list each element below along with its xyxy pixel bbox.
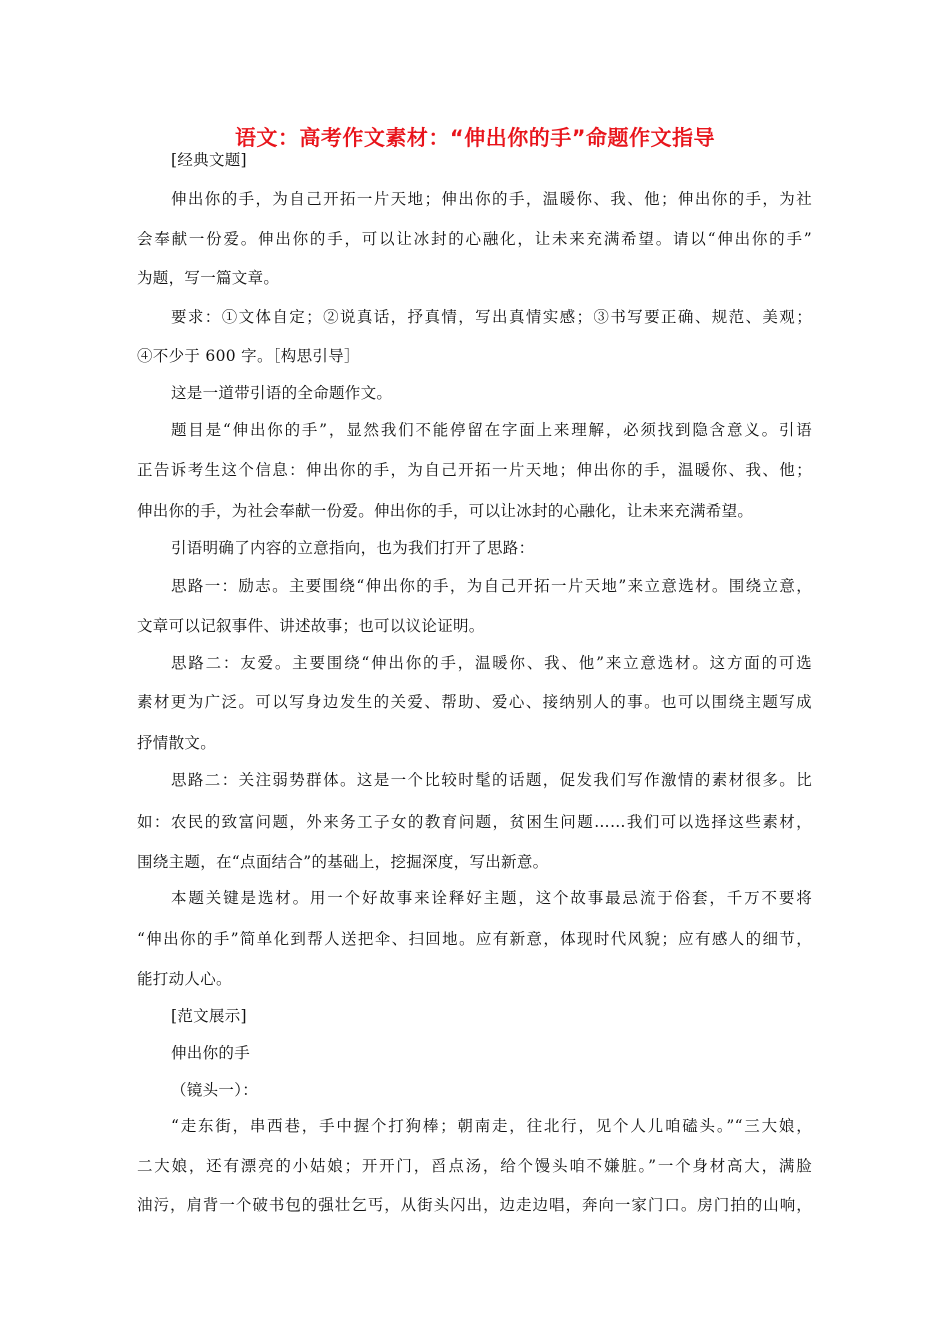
paragraph-line: 会奉献一份爱。伸出你的手，可以让冰封的心融化，让未来充满希望。请以“伸出你的手” [137, 230, 812, 248]
paragraph-line: 这是一道带引语的全命题作文。 [171, 384, 393, 402]
section-heading-sample-essay: [范文展示] [171, 1007, 247, 1025]
paragraph-line: 围绕主题，在“点面结合”的基础上，挖掘深度，写出新意。 [137, 853, 549, 871]
paragraph-line: 二大娘，还有漂亮的小姑娘；开开门，舀点汤，给个馒头咱不嫌脏。”一个身材高大，满脸 [137, 1157, 812, 1175]
section-heading-classic-topic: [经典文题] [171, 151, 247, 169]
paragraph-line: 如：农民的致富问题，外来务工子女的教育问题，贫困生问题……我们可以选择这些素材， [137, 813, 812, 831]
paragraph-line: 抒情散文。 [137, 734, 217, 752]
paragraph-line: 为题，写一篇文章。 [137, 269, 280, 287]
paragraph-line: 引语明确了内容的立意指向，也为我们打开了思路： [171, 539, 535, 557]
paragraph-line: 正告诉考生这个信息：伸出你的手，为自己开拓一片天地；伸出你的手，温暖你、我、他； [137, 461, 812, 479]
document-title: 语文：高考作文素材：“伸出你的手”命题作文指导 [234, 126, 716, 150]
paragraph-line: 思路一：励志。主要围绕“伸出你的手，为自己开拓一片天地”来立意选材。围绕立意， [171, 577, 812, 595]
paragraph-line: 能打动人心。 [137, 970, 232, 988]
scene-heading: （镜头一）： [171, 1081, 259, 1099]
paragraph-line: 要求：①文体自定；②说真话，抒真情，写出真情实感；③书写要正确、规范、美观； [171, 308, 812, 326]
paragraph-line: 题目是“伸出你的手”，显然我们不能停留在字面上来理解，必须找到隐含意义。引语 [171, 421, 812, 439]
paragraph-line: 文章可以记叙事件、讲述故事；也可以议论证明。 [137, 617, 485, 635]
paragraph-line: 思路二：友爱。主要围绕“伸出你的手，温暖你、我、他”来立意选材。这方面的可选 [171, 654, 812, 672]
essay-title: 伸出你的手 [171, 1044, 251, 1062]
paragraph-line: ④不少于 600 字。［构思引导］ [137, 347, 360, 365]
paragraph-line: 本题关键是选材。用一个好故事来诠释好主题，这个故事最忌流于俗套，千万不要将 [171, 889, 812, 907]
paragraph-line: 素材更为广泛。可以写身边发生的关爱、帮助、爱心、接纳别人的事。也可以围绕主题写成 [137, 693, 812, 711]
paragraph-line: “伸出你的手”简单化到帮人送把伞、扫回地。应有新意，体现时代风貌；应有感人的细节， [137, 930, 812, 948]
paragraph-line: “走东街，串西巷，手中握个打狗棒；朝南走，往北行，见个人儿咱磕头。”“三大娘， [171, 1117, 812, 1135]
paragraph-line: 伸出你的手，为自己开拓一片天地；伸出你的手，温暖你、我、他；伸出你的手，为社 [171, 190, 812, 208]
paragraph-line: 思路二：关注弱势群体。这是一个比较时髦的话题，促发我们写作激情的素材很多。比 [171, 771, 812, 789]
paragraph-line: 油污，肩背一个破书包的强壮乞丐，从街头闪出，边走边唱，奔向一家门口。房门拍的山响， [137, 1196, 812, 1214]
paragraph-line: 伸出你的手，为社会奉献一份爱。伸出你的手，可以让冰封的心融化，让未来充满希望。 [137, 502, 754, 520]
